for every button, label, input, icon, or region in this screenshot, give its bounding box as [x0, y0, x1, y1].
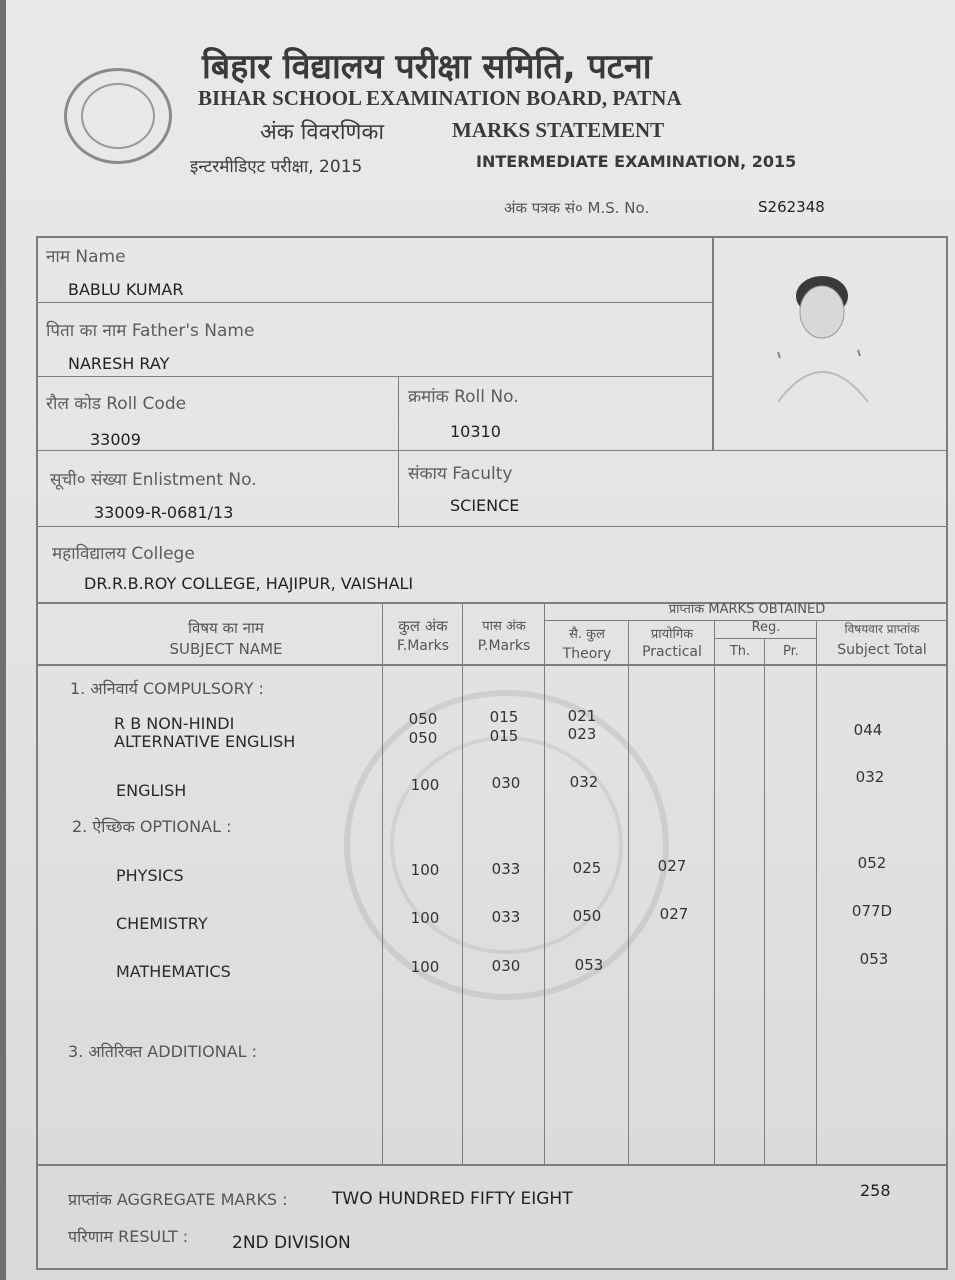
table-row-pmarks: 030: [491, 774, 521, 792]
col-line-reg: [714, 620, 715, 1164]
table-row-total: 053: [859, 950, 889, 968]
exam-hindi: इन्टरमीडिएट परीक्षा, 2015: [190, 157, 363, 177]
frame-left: [36, 236, 38, 1270]
roll-number-label: क्रमांक Roll No.: [408, 387, 519, 407]
title-hindi: बिहार विद्यालय परीक्षा समिति, पटना: [202, 47, 652, 87]
col-line-reg-pr: [764, 638, 765, 1164]
table-row-subject: ALTERNATIVE ENGLISH: [114, 732, 296, 751]
theory-header-hindi: सै. कुल: [569, 627, 605, 642]
fmarks-header-english: F.Marks: [396, 638, 450, 654]
table-row-theory: 053: [574, 956, 604, 974]
enlistment-label: सूची० संख्या Enlistment No.: [50, 470, 257, 490]
row-divider-1: [36, 302, 712, 303]
table-row-fmarks: 050: [408, 710, 438, 728]
table-row-subject: PHYSICS: [116, 866, 184, 885]
subject-header-english: SUBJECT NAME: [169, 640, 283, 658]
result-value: 2ND DIVISION: [232, 1233, 351, 1253]
table-row-theory: 023: [567, 725, 597, 743]
table-row-theory: 025: [572, 859, 602, 877]
table-row-theory: 021: [567, 707, 597, 725]
statement-hindi: अंक विवरणिका: [260, 120, 385, 145]
statement-english: MARKS STATEMENT: [452, 118, 665, 142]
section-compulsory: 1. अनिवार्य COMPULSORY :: [70, 679, 264, 698]
faculty-label: संकाय Faculty: [408, 464, 513, 484]
marks-statement-document: [6, 0, 955, 1280]
table-bottom-line: [36, 1164, 948, 1166]
table-row-subject: R B NON-HINDI: [114, 714, 235, 733]
table-row-total: 052: [857, 854, 887, 872]
student-name: BABLU KUMAR: [68, 280, 184, 299]
col-divider-roll: [398, 376, 399, 528]
father-name: NARESH RAY: [68, 354, 170, 373]
table-row-fmarks: 100: [410, 861, 440, 879]
table-row-pmarks: 015: [489, 727, 519, 745]
aggregate-marks-words: TWO HUNDRED FIFTY EIGHT: [332, 1189, 573, 1209]
table-header-bottom-line: [36, 664, 948, 666]
roll-number: 10310: [450, 422, 501, 441]
college-name: DR.R.B.ROY COLLEGE, HAJIPUR, VAISHALI: [84, 574, 414, 593]
reg-practical-header: Pr.: [783, 644, 799, 659]
table-row-pmarks: 030: [491, 957, 521, 975]
exam-english: INTERMEDIATE EXAMINATION, 2015: [476, 152, 797, 171]
section-optional: 2. ऐच्छिक OPTIONAL :: [72, 817, 232, 836]
practical-header-hindi: प्रायोगिक: [650, 627, 694, 642]
row-divider-3: [36, 450, 948, 451]
table-row-subject: MATHEMATICS: [116, 962, 231, 981]
table-row-practical: 027: [657, 857, 687, 875]
pmarks-header-english: P.Marks: [477, 638, 531, 654]
faculty: SCIENCE: [450, 496, 520, 515]
pmarks-header-hindi: पास अंक: [482, 619, 526, 634]
marks-obtained-header: प्राप्तांक MARKS OBTAINED: [668, 602, 826, 617]
enlistment-number: 33009-R-0681/13: [94, 503, 234, 522]
table-row-fmarks: 100: [410, 909, 440, 927]
board-seal-logo: [64, 68, 172, 164]
ms-number: S262348: [758, 198, 825, 216]
table-row-fmarks: 100: [410, 958, 440, 976]
table-row-subject: CHEMISTRY: [116, 914, 208, 933]
aggregate-marks-label: प्राप्तांक AGGREGATE MARKS :: [68, 1190, 288, 1209]
table-row-fmarks: 100: [410, 776, 440, 794]
table-row-pmarks: 033: [491, 860, 521, 878]
table-row-total: 032: [855, 768, 885, 786]
subject-total-header-hindi: विषयवार प्राप्तांक: [844, 622, 920, 636]
reg-header: Reg.: [751, 620, 781, 635]
subject-total-header-english: Subject Total: [837, 642, 927, 658]
table-row-total: 077D: [851, 902, 893, 920]
father-name-label: पिता का नाम Father's Name: [46, 321, 255, 341]
subject-header-hindi: विषय का नाम: [188, 619, 264, 637]
seal-inner-ring: [81, 83, 155, 149]
table-row-practical: 027: [659, 905, 689, 923]
student-photo: [718, 232, 948, 446]
title-english: BIHAR SCHOOL EXAMINATION BOARD, PATNA: [198, 86, 682, 110]
table-row-subject: ENGLISH: [116, 781, 187, 800]
practical-header-english: Practical: [642, 644, 702, 660]
fmarks-header-hindi: कुल अंक: [398, 617, 448, 635]
table-row-pmarks: 015: [489, 708, 519, 726]
reg-subheader-line: [714, 638, 816, 639]
table-row-pmarks: 033: [491, 908, 521, 926]
roll-code: 33009: [90, 430, 141, 449]
name-label: नाम Name: [46, 247, 126, 267]
reg-theory-header: Th.: [729, 644, 751, 659]
theory-header-english: Theory: [562, 646, 612, 662]
row-divider-2: [36, 376, 712, 377]
roll-code-label: रौल कोड Roll Code: [46, 394, 187, 414]
college-label: महाविद्यालय College: [52, 544, 195, 564]
table-row-fmarks: 050: [408, 729, 438, 747]
table-row-theory: 050: [572, 907, 602, 925]
result-label: परिणाम RESULT :: [68, 1227, 189, 1246]
table-row-theory: 032: [569, 773, 599, 791]
ms-number-label: अंक पत्रक सं० M.S. No.: [504, 199, 650, 217]
section-additional: 3. अतिरिक्त ADDITIONAL :: [68, 1042, 258, 1061]
row-divider-4: [36, 526, 948, 527]
aggregate-marks-value: 258: [860, 1181, 891, 1200]
col-line-total: [816, 620, 817, 1164]
table-row-total: 044: [853, 721, 883, 739]
photo-divider: [712, 236, 714, 450]
frame-bottom: [36, 1268, 948, 1270]
